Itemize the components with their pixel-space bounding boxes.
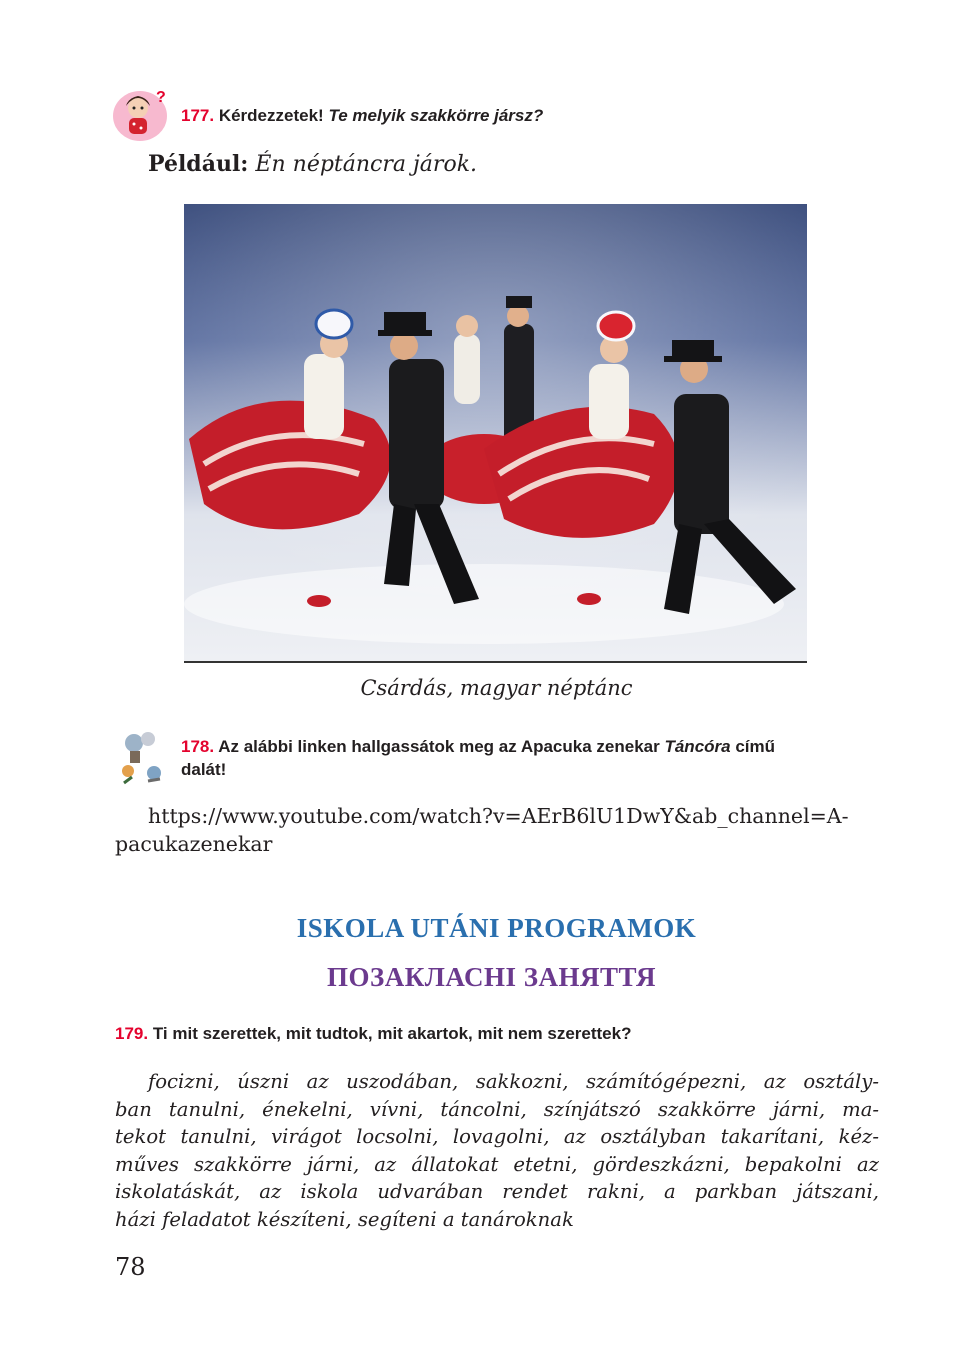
task-text: Ti mit szerettek, mit tudtok, mit akartok, mit nem szerettek? [152, 1024, 632, 1043]
task-text-line2: dalát! [181, 760, 227, 779]
music-notes-icon [118, 725, 166, 787]
task-text-after: című [735, 737, 776, 756]
task-177 [181, 104, 543, 127]
activities-line: focizni, úszni az uszodában, sakkozni, számítógépezni, az osztály- [148, 1070, 879, 1093]
activities-line: iskolatáskát, az iskola udvarában rendet rakni, a parkban játszani, [115, 1180, 879, 1204]
example-label: Például: [148, 151, 249, 177]
activities-line: műves szakkörre járni, az állatokat etetni, gördeszkázni, bepakolni az [115, 1152, 879, 1176]
csardas-photo [184, 204, 807, 663]
task-number: 178. [181, 737, 215, 756]
task-179 [115, 1022, 631, 1045]
task-number: 177. [181, 106, 215, 125]
activities-line: házi feladatot készíteni, segíteni a tanároknak [115, 1207, 574, 1231]
song-title: Táncóra [664, 737, 731, 756]
youtube-link[interactable] [148, 802, 849, 830]
task-178 [181, 735, 881, 781]
activities-line: tekot tanulni, virágot locsolni, lovagolni, az osztályban takarítani, kéz- [115, 1125, 879, 1149]
activities-line: ban tanulni, énekelni, vívni, táncolni, színjátszó szakkörre járni, ma- [115, 1097, 879, 1121]
section-title-uk: ПОЗАКЛАСНІ ЗАНЯТТЯ [326, 962, 657, 992]
photo-caption: Csárdás, magyar néptánc [360, 676, 633, 700]
example-text: Én néptáncra járok. [255, 152, 478, 177]
youtube-link-continued[interactable] [115, 830, 272, 858]
task-prompt: Kérdezzetek! [218, 106, 324, 125]
girl-question-icon [112, 86, 174, 142]
link-line-1[interactable]: https://www.youtube.com/watch?v=AErB6lU1DwY&ab_channel=A- [148, 804, 849, 828]
task-text-before: Az alábbi linken hallgassátok meg az Apacuka zenekar [218, 737, 660, 756]
link-line-2[interactable]: pacukazenekar [115, 832, 273, 856]
task-number: 179. [115, 1024, 149, 1043]
section-title-hu: ISKOLA UTÁNI PROGRAMOK [296, 913, 697, 943]
activities-paragraph [115, 1068, 879, 1234]
task-question: Te melyik szakkörre jársz? [328, 106, 544, 125]
page-number: 78 [115, 1253, 146, 1281]
svg-text:?: ? [156, 89, 166, 106]
example-sentence [148, 150, 477, 179]
